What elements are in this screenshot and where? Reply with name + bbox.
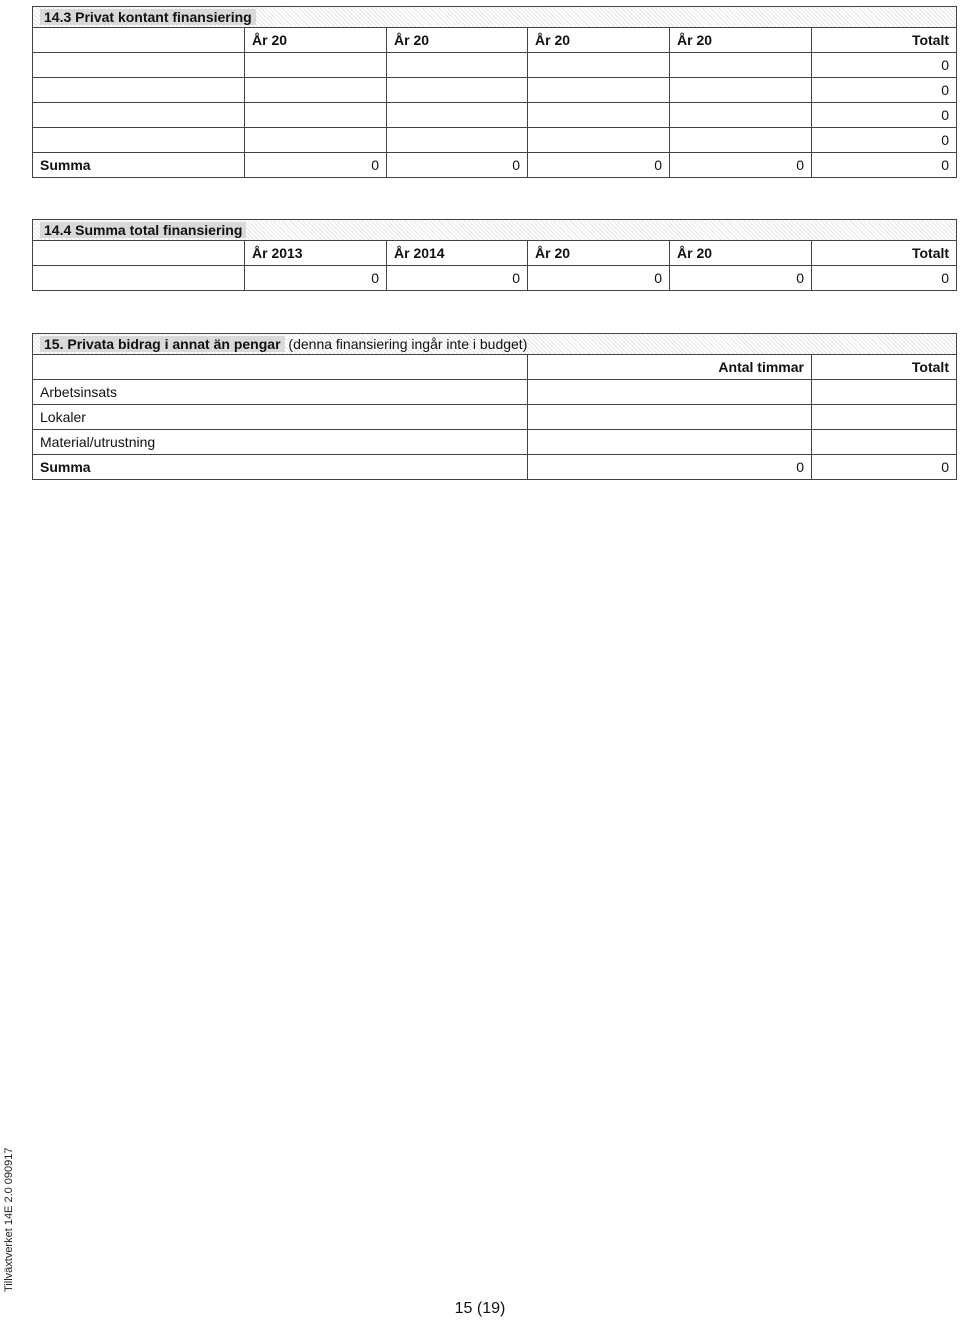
value-cell[interactable] <box>670 103 812 128</box>
table-row <box>33 405 957 430</box>
value-cell: 0 <box>670 266 812 291</box>
value-cell[interactable] <box>670 53 812 78</box>
row-label: Arbetsinsats <box>33 380 528 405</box>
total-cell: 0 <box>812 128 957 153</box>
row-label[interactable] <box>33 53 245 78</box>
total-cell: 0 <box>812 53 957 78</box>
sum-cell: 0 <box>670 153 812 178</box>
column-header-total: Totalt <box>812 241 957 266</box>
total-cell[interactable] <box>812 380 957 405</box>
hours-cell[interactable] <box>528 405 812 430</box>
column-header: År 20 <box>528 241 670 266</box>
value-cell[interactable] <box>528 103 670 128</box>
sum-row <box>33 153 957 178</box>
value-cell[interactable] <box>670 128 812 153</box>
row-label[interactable] <box>33 78 245 103</box>
column-header-total: Totalt <box>812 28 957 53</box>
value-cell[interactable] <box>245 103 387 128</box>
sum-hours-cell: 0 <box>528 455 812 480</box>
total-cell: 0 <box>812 103 957 128</box>
sum-label: Summa <box>33 153 245 178</box>
sum-total-cell: 0 <box>812 455 957 480</box>
sum-total-cell: 0 <box>812 153 957 178</box>
table-row <box>33 103 957 128</box>
header-empty <box>33 241 245 266</box>
total-cell[interactable] <box>812 405 957 430</box>
table-row <box>33 430 957 455</box>
value-cell[interactable] <box>245 53 387 78</box>
table-row <box>33 128 957 153</box>
column-header: År 20 <box>245 28 387 53</box>
value-cell[interactable] <box>387 128 528 153</box>
total-financing-table <box>32 219 957 291</box>
row-label: Lokaler <box>33 405 528 430</box>
value-cell[interactable] <box>528 128 670 153</box>
sum-label: Summa <box>33 455 528 480</box>
column-header: År 2014 <box>387 241 528 266</box>
sum-cell: 0 <box>528 153 670 178</box>
column-header: År 2013 <box>245 241 387 266</box>
total-cell[interactable] <box>812 430 957 455</box>
sum-row <box>33 455 957 480</box>
value-cell[interactable] <box>387 53 528 78</box>
column-header: År 20 <box>670 241 812 266</box>
hours-cell[interactable] <box>528 430 812 455</box>
row-label <box>33 266 245 291</box>
header-empty <box>33 28 245 53</box>
value-cell[interactable] <box>245 78 387 103</box>
section-title-note: (denna finansiering ingår inte i budget) <box>288 336 528 352</box>
private-cash-financing-table <box>32 6 957 178</box>
column-header: År 20 <box>387 28 528 53</box>
value-cell[interactable] <box>245 128 387 153</box>
section-title: 15. Privata bidrag i annat än pengar (denna finansiering ingår inte i budget) <box>33 334 957 355</box>
column-header: År 20 <box>670 28 812 53</box>
page-number: 15 (19) <box>454 1300 506 1317</box>
value-cell[interactable] <box>387 78 528 103</box>
value-cell: 0 <box>245 266 387 291</box>
row-label[interactable] <box>33 103 245 128</box>
form-version-label: Tillväxtverket 14E 2.0 090917 <box>3 1147 15 1292</box>
value-cell[interactable] <box>528 53 670 78</box>
total-cell: 0 <box>812 266 957 291</box>
sum-cell: 0 <box>387 153 528 178</box>
table-row <box>33 380 957 405</box>
column-header-total: Totalt <box>812 355 957 380</box>
row-label[interactable] <box>33 128 245 153</box>
value-cell: 0 <box>528 266 670 291</box>
hours-cell[interactable] <box>528 380 812 405</box>
section-title: 14.4 Summa total finansiering <box>33 220 957 241</box>
sum-cell: 0 <box>245 153 387 178</box>
table-row <box>33 266 957 291</box>
row-label: Material/utrustning <box>33 430 528 455</box>
header-empty <box>33 355 528 380</box>
value-cell[interactable] <box>387 103 528 128</box>
total-cell: 0 <box>812 78 957 103</box>
table-row <box>33 78 957 103</box>
table-row <box>33 53 957 78</box>
value-cell[interactable] <box>670 78 812 103</box>
section-title: 14.3 Privat kontant finansiering <box>33 7 957 28</box>
in-kind-contributions-table <box>32 333 957 480</box>
column-header: År 20 <box>528 28 670 53</box>
value-cell[interactable] <box>528 78 670 103</box>
value-cell: 0 <box>387 266 528 291</box>
column-header-hours: Antal timmar <box>528 355 812 380</box>
